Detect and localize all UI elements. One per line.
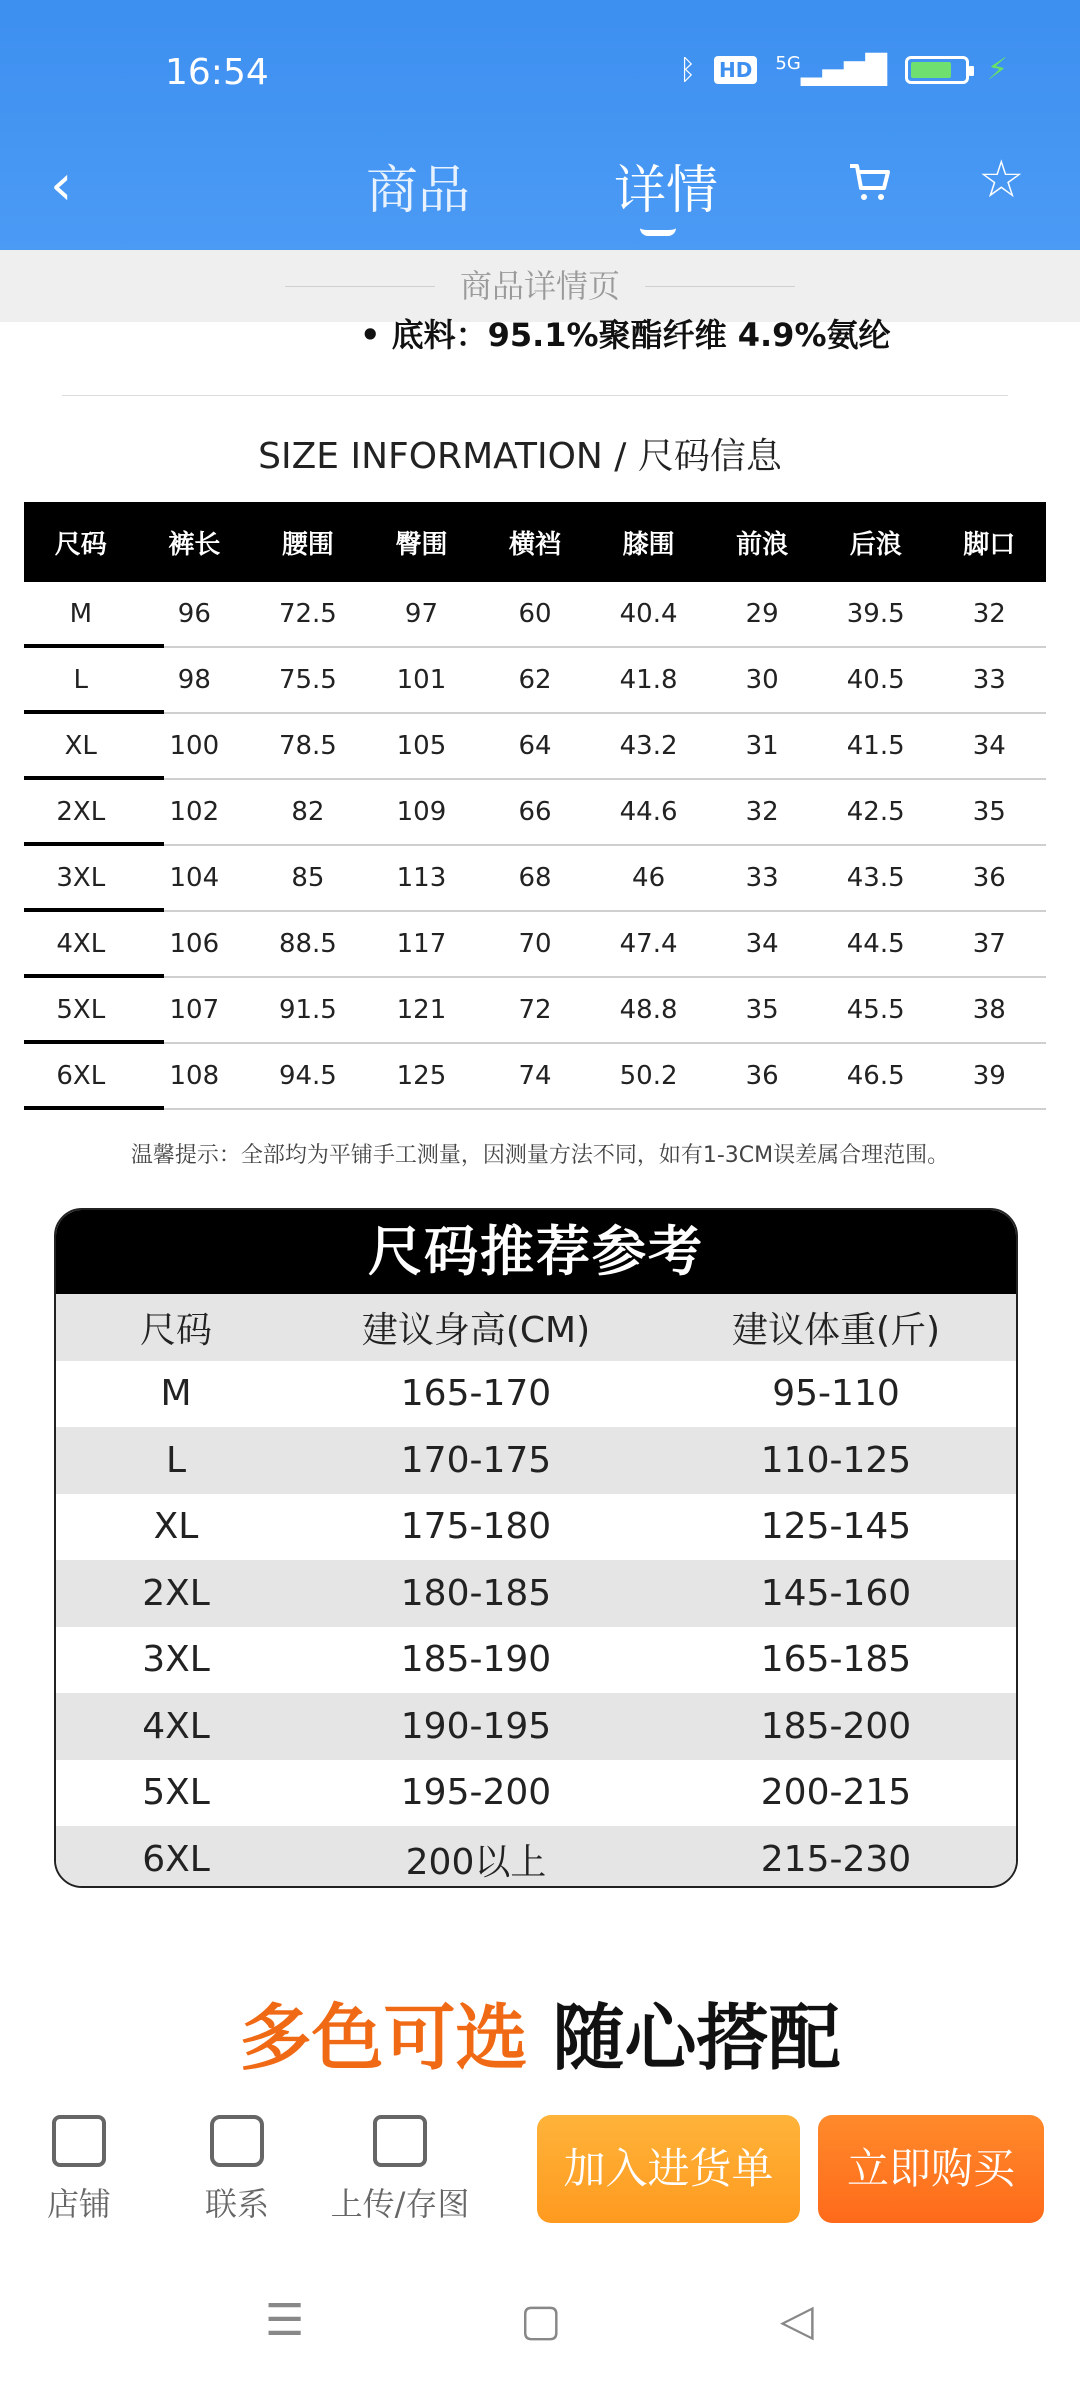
recommend-cell: XL	[153, 1506, 199, 1548]
header-cell: 尺码	[54, 529, 107, 560]
recommend-cell: 110-125	[760, 1439, 912, 1481]
size-cell: 30	[745, 665, 779, 695]
add-to-list-button[interactable]: 加入进货单	[537, 2115, 800, 2223]
size-cell: 36	[745, 1061, 779, 1091]
size-cell: 75.5	[278, 665, 337, 695]
menu-icon[interactable]: ☰	[265, 2295, 305, 2346]
size-cell: 45.5	[846, 995, 905, 1025]
size-cell: 32	[972, 599, 1006, 629]
recommend-cell: 195-200	[400, 1772, 552, 1814]
size-cell: L	[73, 665, 89, 695]
tab-goods[interactable]: 商品	[366, 161, 471, 221]
size-cell: 72	[518, 995, 552, 1025]
size-cell: 40.4	[619, 599, 678, 629]
promo-colors: 多色可选	[239, 1996, 528, 2080]
size-table-row	[24, 780, 1046, 846]
size-cell: 4XL	[56, 929, 106, 959]
size-cell: 64	[518, 731, 552, 761]
size-table-body	[24, 582, 1046, 1110]
size-cell: 108	[169, 1061, 220, 1091]
header-cell: 尺码	[139, 1309, 212, 1351]
header-cell: 建议身高(CM)	[361, 1309, 591, 1351]
size-info-title: SIZE INFORMATION / 尺码信息	[258, 436, 782, 477]
size-cell: 105	[396, 731, 447, 761]
status-icons	[679, 52, 1008, 87]
image-icon	[373, 2115, 427, 2167]
header-cell: 臀围	[395, 529, 448, 560]
header-cell: 前浪	[736, 529, 789, 560]
header-cell: 腰围	[281, 529, 334, 560]
header-cell: 膝围	[622, 529, 675, 560]
size-cell: 44.6	[619, 797, 678, 827]
recommend-row	[56, 1826, 1016, 1888]
size-cell: 94.5	[278, 1061, 337, 1091]
recommend-cell: 165-185	[760, 1639, 912, 1681]
size-cell: 35	[745, 995, 779, 1025]
promo-match: 随心搭配	[552, 1996, 841, 2080]
divider	[62, 395, 1008, 396]
size-cell: 74	[518, 1061, 552, 1091]
recommend-cell: 170-175	[400, 1439, 552, 1481]
tab-detail[interactable]: 详情	[614, 161, 719, 221]
upload-save-button[interactable]	[325, 2115, 475, 2225]
shop-icon	[52, 2115, 106, 2167]
recommend-row	[56, 1361, 1016, 1428]
signal-icon: $^{5G}$▂▄▆█	[775, 53, 887, 86]
size-cell: 39	[972, 1061, 1006, 1091]
system-nav-bar	[0, 2295, 1080, 2375]
size-cell: 32	[745, 797, 779, 827]
size-cell: M	[69, 599, 92, 629]
size-cell: 125	[396, 1061, 447, 1091]
recommend-cell: 180-185	[400, 1572, 552, 1614]
size-cell: 68	[518, 863, 552, 893]
recommend-row	[56, 1494, 1016, 1561]
size-cell: 34	[972, 731, 1006, 761]
recommend-cell: 175-180	[400, 1506, 552, 1548]
size-cell: 29	[745, 599, 779, 629]
size-cell: 117	[396, 929, 447, 959]
size-cell: 91.5	[278, 995, 337, 1025]
recommend-body	[56, 1294, 1016, 1888]
buy-now-button[interactable]: 立即购买	[818, 2115, 1044, 2223]
recommend-cell: 2XL	[142, 1572, 210, 1614]
size-cell: 37	[972, 929, 1006, 959]
recommend-cell: 4XL	[142, 1705, 210, 1747]
top-header	[0, 0, 1080, 250]
size-cell: 42.5	[846, 797, 905, 827]
header-cell: 脚口	[963, 529, 1016, 560]
size-cell: 40.5	[846, 665, 905, 695]
size-cell: 88.5	[278, 929, 337, 959]
recommend-title: 尺码推荐参考	[56, 1210, 1016, 1294]
size-table-row	[24, 1044, 1046, 1110]
size-cell: 36	[972, 863, 1006, 893]
size-table-row	[24, 582, 1046, 648]
size-cell: 85	[291, 863, 325, 893]
size-cell: 97	[404, 599, 439, 629]
promo-banner	[0, 1980, 1080, 2084]
size-table-header	[24, 502, 1046, 582]
size-table-row	[24, 978, 1046, 1044]
recommend-row	[56, 1693, 1016, 1760]
size-cell: 104	[169, 863, 220, 893]
recommend-cell: 185-190	[400, 1639, 552, 1681]
size-cell: 101	[396, 665, 447, 695]
size-table-row	[24, 846, 1046, 912]
recommend-cell: 3XL	[142, 1639, 210, 1681]
size-cell: 100	[169, 731, 220, 761]
size-cell: XL	[64, 731, 97, 761]
recommend-row	[56, 1627, 1016, 1694]
favorite-star-icon[interactable]: ☆	[978, 150, 1025, 210]
contact-button[interactable]	[198, 2115, 276, 2225]
recommend-header-row	[56, 1294, 1016, 1361]
recommend-cell: 200以上	[405, 1841, 547, 1883]
size-cell: 3XL	[56, 863, 106, 893]
header-cell: 裤长	[168, 529, 221, 560]
bluetooth-icon: ᛒ	[679, 53, 697, 86]
size-cell: 50.2	[619, 1061, 678, 1091]
recommend-cell: 6XL	[142, 1838, 210, 1880]
recommend-cell: 145-160	[760, 1572, 912, 1614]
recommend-cell: 185-200	[760, 1705, 912, 1747]
size-recommend-table	[54, 1208, 1018, 1888]
bottom-action-bar	[0, 2085, 1080, 2260]
recommend-row	[56, 1760, 1016, 1827]
recommend-cell: 5XL	[142, 1772, 210, 1814]
shop-label: 店铺	[46, 2185, 111, 2223]
recommend-cell: M	[160, 1373, 192, 1415]
size-cell: 41.8	[619, 665, 678, 695]
size-cell: 121	[396, 995, 447, 1025]
size-table-row	[24, 912, 1046, 978]
tab-indicator	[640, 228, 676, 236]
recommend-cell: 95-110	[772, 1373, 900, 1415]
size-cell: 38	[972, 995, 1006, 1025]
size-cell: 102	[169, 797, 220, 827]
hd-icon: HD	[714, 56, 757, 84]
size-cell: 78.5	[278, 731, 337, 761]
size-cell: 113	[396, 863, 447, 893]
header-cell: 建议体重(斤)	[731, 1309, 941, 1351]
size-cell: 46.5	[846, 1061, 905, 1091]
back-icon[interactable]: ‹	[50, 153, 73, 218]
recommend-cell: L	[165, 1439, 187, 1481]
size-cell: 70	[518, 929, 552, 959]
recommend-row	[56, 1560, 1016, 1627]
recommend-cell: 200-215	[760, 1772, 912, 1814]
cart-icon[interactable]	[846, 158, 894, 206]
upload-label: 上传/存图	[330, 2185, 470, 2223]
size-cell: 33	[745, 863, 779, 893]
size-cell: 39.5	[846, 599, 905, 629]
size-table-row	[24, 648, 1046, 714]
recommend-row	[56, 1427, 1016, 1494]
signal-label: 5G	[775, 53, 801, 74]
fabric-info: • 底料：95.1%聚酯纤维 4.9%氨纶	[360, 316, 891, 354]
size-cell: 5XL	[56, 995, 106, 1025]
size-cell: 41.5	[846, 731, 905, 761]
row-marker	[24, 1106, 164, 1110]
size-cell: 47.4	[619, 929, 678, 959]
recommend-cell: 125-145	[760, 1506, 912, 1548]
size-cell: 72.5	[278, 599, 337, 629]
size-cell: 66	[518, 797, 552, 827]
size-cell: 109	[396, 797, 447, 827]
measurement-tip: 温馨提示：全部均为平铺手工测量，因测量方法不同，如有1-3CM误差属合理范围。	[130, 1143, 950, 1168]
size-cell: 48.8	[619, 995, 678, 1025]
size-table	[24, 502, 1046, 1110]
battery-icon	[905, 56, 969, 84]
recommend-cell: 190-195	[400, 1705, 552, 1747]
size-cell: 62	[518, 665, 552, 695]
detail-page-label: 商品详情页	[0, 250, 1080, 322]
size-cell: 43.5	[846, 863, 905, 893]
header-cell: 横裆	[509, 529, 562, 560]
size-cell: 96	[177, 599, 211, 629]
recommend-cell: 215-230	[760, 1838, 912, 1880]
size-cell: 43.2	[619, 731, 678, 761]
size-cell: 35	[972, 797, 1006, 827]
nav-bar	[0, 140, 1080, 240]
back-nav-icon[interactable]: ◁	[780, 2295, 814, 2346]
status-time: 16:54	[165, 52, 269, 93]
contact-label: 联系	[204, 2185, 269, 2223]
size-cell: 33	[972, 665, 1006, 695]
size-cell: 6XL	[56, 1061, 106, 1091]
size-cell: 2XL	[56, 797, 106, 827]
chat-icon	[210, 2115, 264, 2167]
size-cell: 44.5	[846, 929, 905, 959]
size-cell: 34	[745, 929, 779, 959]
charging-icon: ⚡	[986, 52, 1008, 87]
shop-button[interactable]	[40, 2115, 118, 2225]
size-cell: 107	[169, 995, 220, 1025]
size-cell: 46	[632, 863, 666, 893]
size-cell: 82	[291, 797, 325, 827]
size-table-row	[24, 714, 1046, 780]
recommend-cell: 165-170	[400, 1373, 552, 1415]
size-cell: 98	[177, 665, 211, 695]
header-cell: 后浪	[849, 529, 902, 560]
home-icon[interactable]: ▢	[520, 2295, 562, 2346]
size-cell: 31	[745, 731, 779, 761]
size-cell: 106	[169, 929, 220, 959]
size-cell: 60	[518, 599, 552, 629]
